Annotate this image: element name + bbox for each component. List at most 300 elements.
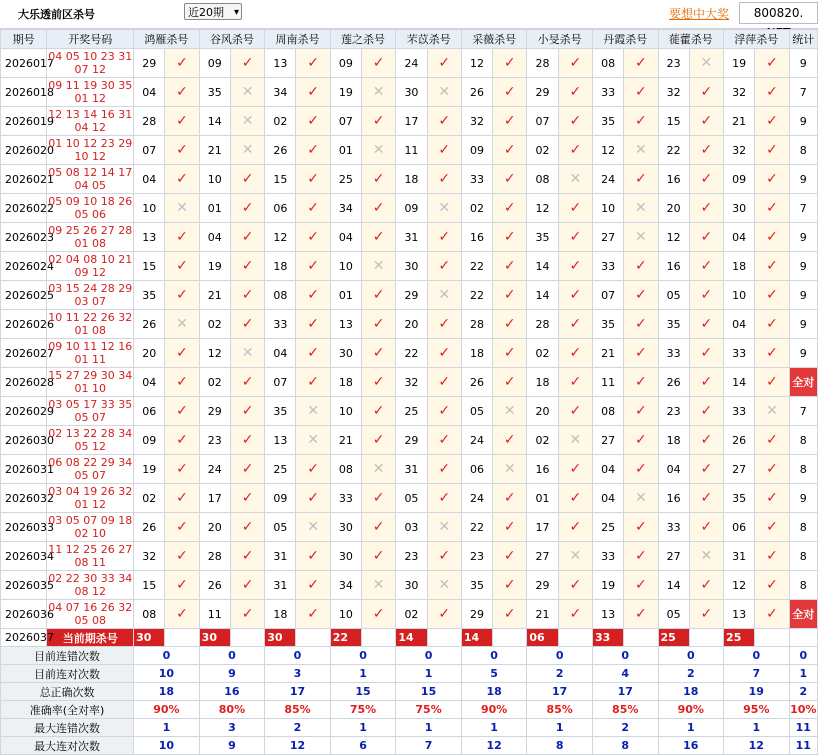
check-icon: ✓: [558, 339, 592, 368]
kill-number-cell: 18: [330, 368, 361, 397]
check-icon: ✓: [689, 600, 723, 629]
kill-number-cell: 25: [396, 397, 427, 426]
check-icon: ✓: [427, 310, 461, 339]
check-icon: ✓: [230, 455, 264, 484]
check-icon: ✓: [558, 513, 592, 542]
check-icon: ✓: [755, 194, 789, 223]
kill-number-cell: 18: [658, 426, 689, 455]
draw-numbers-cell: 05 09 10 18 26 05 06: [48, 195, 133, 221]
check-icon: ✓: [296, 252, 330, 281]
check-icon: ✓: [493, 165, 527, 194]
kill-number-cell: 26: [461, 368, 492, 397]
kill-number-cell: 16: [658, 165, 689, 194]
check-icon: ✓: [755, 78, 789, 107]
kill-number-cell: 30: [330, 339, 361, 368]
stat-value: 6: [330, 737, 396, 755]
kill-number-cell: 22: [461, 281, 492, 310]
draw-numbers-cell: 04 07 16 26 32 05 08: [48, 601, 133, 627]
draw-numbers-cell: 10 11 22 26 32 01 08: [48, 311, 133, 337]
kill-number-cell: 26: [134, 513, 165, 542]
kill-number-cell: 16: [658, 252, 689, 281]
check-icon: ✓: [296, 281, 330, 310]
check-icon: ✓: [493, 368, 527, 397]
check-icon: ✓: [296, 194, 330, 223]
check-icon: ✓: [296, 368, 330, 397]
kill-number-cell: 13: [265, 426, 296, 455]
kill-number-cell: 23: [199, 426, 230, 455]
stat-value: 12: [265, 737, 331, 755]
cross-icon: ✕: [493, 397, 527, 426]
kill-number-cell: 21: [199, 281, 230, 310]
table-row: [1, 484, 818, 513]
check-icon: ✓: [230, 252, 264, 281]
check-icon: ✓: [493, 310, 527, 339]
kill-number-cell: 02: [199, 368, 230, 397]
kill-number-cell: 08: [592, 397, 623, 426]
stat-value: 16: [199, 683, 265, 701]
prize-link[interactable]: 要想中大奖: [669, 7, 730, 21]
kill-number-cell: 11: [396, 136, 427, 165]
check-icon: ✓: [558, 600, 592, 629]
cross-icon: ✕: [427, 281, 461, 310]
check-icon: ✓: [624, 339, 658, 368]
kill-number-cell: 02: [527, 136, 558, 165]
spacer-cell: [230, 629, 264, 647]
stat-value: 1: [396, 665, 462, 683]
kill-number-cell: 08: [265, 281, 296, 310]
table-row: [1, 513, 818, 542]
check-icon: ✓: [230, 600, 264, 629]
stat-cell: 9: [789, 252, 817, 281]
check-icon: ✓: [755, 136, 789, 165]
kill-number-cell: 04: [724, 310, 755, 339]
stat-cell: 9: [789, 281, 817, 310]
check-icon: ✓: [689, 339, 723, 368]
period-cell: 2026036: [1, 600, 47, 629]
stat-value: 85%: [527, 701, 593, 719]
stat-cell: 8: [789, 426, 817, 455]
table-row: [1, 310, 818, 339]
kill-number-cell: 21: [592, 339, 623, 368]
kill-number-cell: 35: [134, 281, 165, 310]
stat-cell: 9: [789, 484, 817, 513]
kill-number-cell: 02: [199, 310, 230, 339]
stat-label: 总正确次数: [1, 683, 134, 701]
stat-cell: 9: [789, 107, 817, 136]
cross-icon: ✕: [230, 136, 264, 165]
table-row: [1, 339, 818, 368]
current-period-cell: 2026037: [1, 629, 47, 647]
spacer-cell: [362, 629, 396, 647]
check-icon: ✓: [165, 107, 199, 136]
check-icon: ✓: [493, 426, 527, 455]
cross-icon: ✕: [362, 571, 396, 600]
kill-number-cell: 10: [724, 281, 755, 310]
kill-number-cell: 05: [265, 513, 296, 542]
kill-number-cell: 35: [592, 310, 623, 339]
stat-value: 17: [527, 683, 593, 701]
cross-icon: ✕: [362, 252, 396, 281]
current-kill-number: 25: [724, 629, 755, 647]
check-icon: ✓: [362, 426, 396, 455]
stat-value: 17: [265, 683, 331, 701]
check-icon: ✓: [558, 49, 592, 78]
check-icon: ✓: [493, 78, 527, 107]
kill-number-cell: 19: [199, 252, 230, 281]
check-icon: ✓: [230, 571, 264, 600]
kill-number-cell: 05: [658, 600, 689, 629]
check-icon: ✓: [362, 194, 396, 223]
check-icon: ✓: [165, 397, 199, 426]
cross-icon: ✕: [165, 310, 199, 339]
kill-number-cell: 06: [134, 397, 165, 426]
kill-number-cell: 26: [199, 571, 230, 600]
kill-number-cell: 12: [527, 194, 558, 223]
stat-label: 目前连错次数: [1, 647, 134, 665]
column-header: 期号: [1, 30, 47, 49]
stat-value: 2: [592, 719, 658, 737]
stat-value: 2: [527, 665, 593, 683]
check-icon: ✓: [558, 194, 592, 223]
stat-value: 15: [396, 683, 462, 701]
draw-numbers-cell: 05 08 12 14 17 04 05: [48, 166, 133, 192]
period-cell: 2026021: [1, 165, 47, 194]
check-icon: ✓: [624, 281, 658, 310]
check-icon: ✓: [230, 310, 264, 339]
stat-value: 16: [658, 737, 724, 755]
kill-number-cell: 01: [330, 281, 361, 310]
stat-cell: 7: [789, 78, 817, 107]
kill-number-cell: 30: [330, 513, 361, 542]
check-icon: ✓: [362, 339, 396, 368]
kill-number-cell: 16: [658, 484, 689, 513]
stat-value: 12: [724, 737, 790, 755]
check-icon: ✓: [362, 281, 396, 310]
check-icon: ✓: [689, 571, 723, 600]
kill-number-cell: 10: [330, 252, 361, 281]
kill-number-cell: 09: [330, 49, 361, 78]
check-icon: ✓: [689, 136, 723, 165]
cross-icon: ✕: [689, 542, 723, 571]
stat-value: 0: [527, 647, 593, 665]
kill-number-cell: 06: [724, 513, 755, 542]
kill-number-cell: 25: [265, 455, 296, 484]
kill-number-cell: 01: [330, 136, 361, 165]
site-badge[interactable]: 800820.: [739, 2, 818, 24]
period-cell: 2026017: [1, 49, 47, 78]
stat-value: 18: [134, 683, 200, 701]
period-cell: 2026023: [1, 223, 47, 252]
period-cell: 2026025: [1, 281, 47, 310]
check-icon: ✓: [493, 571, 527, 600]
cross-icon: ✕: [427, 571, 461, 600]
kill-number-cell: 27: [658, 542, 689, 571]
kill-number-cell: 01: [527, 484, 558, 513]
stat-row: [1, 683, 818, 701]
stat-value: 0: [265, 647, 331, 665]
spacer-cell: [789, 629, 817, 647]
column-header: 蓰藿杀号: [658, 30, 724, 49]
stat-value: 8: [592, 737, 658, 755]
stat-value: 7: [396, 737, 462, 755]
stat-value: 3: [265, 665, 331, 683]
kill-number-cell: 23: [658, 397, 689, 426]
column-header: 谷风杀号: [199, 30, 265, 49]
stat-value: 9: [199, 737, 265, 755]
check-icon: ✓: [493, 484, 527, 513]
check-icon: ✓: [427, 542, 461, 571]
check-icon: ✓: [362, 223, 396, 252]
kill-number-cell: 35: [527, 223, 558, 252]
kill-number-cell: 25: [592, 513, 623, 542]
kill-number-cell: 10: [134, 194, 165, 223]
stat-cell: 7: [789, 397, 817, 426]
current-kill-number: 14: [396, 629, 427, 647]
kill-number-table: [0, 29, 818, 755]
period-cell: 2026035: [1, 571, 47, 600]
cross-icon: ✕: [427, 78, 461, 107]
kill-number-cell: 22: [461, 252, 492, 281]
period-select-value: 近20期: [188, 6, 224, 19]
kill-number-cell: 14: [658, 571, 689, 600]
kill-number-cell: 35: [724, 484, 755, 513]
check-icon: ✓: [427, 397, 461, 426]
stat-label: 最大连对次数: [1, 737, 134, 755]
period-cell: 2026030: [1, 426, 47, 455]
kill-number-cell: 04: [134, 368, 165, 397]
cross-icon: ✕: [689, 49, 723, 78]
table-row: [1, 49, 818, 78]
kill-number-cell: 21: [330, 426, 361, 455]
check-icon: ✓: [624, 426, 658, 455]
check-icon: ✓: [689, 165, 723, 194]
check-icon: ✓: [624, 252, 658, 281]
kill-number-cell: 23: [396, 542, 427, 571]
stat-row: [1, 737, 818, 755]
check-icon: ✓: [230, 223, 264, 252]
cross-icon: ✕: [427, 194, 461, 223]
check-icon: ✓: [427, 107, 461, 136]
current-kill-number: 14: [461, 629, 492, 647]
kill-number-cell: 29: [527, 78, 558, 107]
kill-number-cell: 05: [396, 484, 427, 513]
kill-number-cell: 19: [592, 571, 623, 600]
check-icon: ✓: [230, 397, 264, 426]
kill-number-cell: 26: [265, 136, 296, 165]
check-icon: ✓: [296, 136, 330, 165]
check-icon: ✓: [296, 165, 330, 194]
stat-value: 85%: [265, 701, 331, 719]
spacer-cell: [427, 629, 461, 647]
check-icon: ✓: [427, 368, 461, 397]
kill-number-cell: 20: [658, 194, 689, 223]
table-row: [1, 107, 818, 136]
stat-value: 18: [658, 683, 724, 701]
kill-number-cell: 30: [330, 542, 361, 571]
kill-number-cell: 32: [134, 542, 165, 571]
check-icon: ✓: [558, 455, 592, 484]
stat-value: 2: [265, 719, 331, 737]
kill-number-cell: 11: [592, 368, 623, 397]
kill-number-cell: 07: [592, 281, 623, 310]
kill-number-cell: 29: [396, 426, 427, 455]
kill-number-cell: 10: [199, 165, 230, 194]
check-icon: ✓: [230, 426, 264, 455]
check-icon: ✓: [493, 223, 527, 252]
check-icon: ✓: [755, 281, 789, 310]
kill-number-cell: 32: [658, 78, 689, 107]
check-icon: ✓: [427, 136, 461, 165]
kill-number-cell: 04: [265, 339, 296, 368]
kill-number-cell: 04: [134, 165, 165, 194]
check-icon: ✓: [493, 136, 527, 165]
kill-number-cell: 02: [396, 600, 427, 629]
check-icon: ✓: [427, 49, 461, 78]
cross-icon: ✕: [624, 194, 658, 223]
kill-number-cell: 11: [199, 600, 230, 629]
current-kill-number: 30: [199, 629, 230, 647]
draw-numbers-cell: 09 11 19 30 35 01 12: [48, 79, 133, 105]
kill-number-cell: 19: [134, 455, 165, 484]
kill-number-cell: 33: [265, 310, 296, 339]
kill-number-cell: 21: [199, 136, 230, 165]
kill-number-cell: 12: [199, 339, 230, 368]
check-icon: ✓: [296, 600, 330, 629]
check-icon: ✓: [689, 252, 723, 281]
kill-number-cell: 21: [527, 600, 558, 629]
kill-number-cell: 29: [527, 571, 558, 600]
period-cell: 2026028: [1, 368, 47, 397]
stat-value: 10%: [789, 701, 817, 719]
kill-number-cell: 04: [592, 484, 623, 513]
stat-value: 11: [789, 737, 817, 755]
check-icon: ✓: [624, 368, 658, 397]
spacer-cell: [493, 629, 527, 647]
page-title: 大乐透前区杀号: [18, 8, 95, 21]
kill-number-cell: 15: [265, 165, 296, 194]
kill-number-cell: 14: [527, 281, 558, 310]
stat-value: 1: [396, 719, 462, 737]
column-header: 周南杀号: [265, 30, 331, 49]
period-select[interactable]: [184, 3, 242, 20]
check-icon: ✓: [689, 223, 723, 252]
kill-number-cell: 29: [134, 49, 165, 78]
kill-number-cell: 28: [527, 49, 558, 78]
check-icon: ✓: [493, 194, 527, 223]
cross-icon: ✕: [230, 107, 264, 136]
cross-icon: ✕: [230, 78, 264, 107]
check-icon: ✓: [296, 223, 330, 252]
current-kill-number: 25: [658, 629, 689, 647]
kill-number-cell: 33: [592, 252, 623, 281]
check-icon: ✓: [624, 107, 658, 136]
check-icon: ✓: [362, 600, 396, 629]
check-icon: ✓: [165, 542, 199, 571]
kill-number-cell: 29: [461, 600, 492, 629]
check-icon: ✓: [624, 165, 658, 194]
kill-number-cell: 33: [658, 339, 689, 368]
spacer-cell: [296, 629, 330, 647]
stat-value: 7: [724, 665, 790, 683]
check-icon: ✓: [493, 107, 527, 136]
check-icon: ✓: [558, 281, 592, 310]
kill-number-cell: 04: [592, 455, 623, 484]
kill-number-cell: 14: [527, 252, 558, 281]
kill-number-cell: 08: [592, 49, 623, 78]
check-icon: ✓: [558, 397, 592, 426]
column-header: 鸿雁杀号: [134, 30, 200, 49]
kill-number-cell: 15: [658, 107, 689, 136]
spacer-cell: [624, 629, 658, 647]
check-icon: ✓: [493, 281, 527, 310]
kill-number-cell: 19: [330, 78, 361, 107]
cross-icon: ✕: [427, 513, 461, 542]
kill-number-cell: 29: [199, 397, 230, 426]
check-icon: ✓: [558, 136, 592, 165]
check-icon: ✓: [755, 252, 789, 281]
kill-number-cell: 08: [527, 165, 558, 194]
kill-number-cell: 22: [658, 136, 689, 165]
kill-number-cell: 04: [724, 223, 755, 252]
stat-value: 1: [461, 719, 527, 737]
check-icon: ✓: [296, 542, 330, 571]
stat-value: 4: [592, 665, 658, 683]
kill-number-cell: 33: [461, 165, 492, 194]
kill-number-cell: 04: [658, 455, 689, 484]
draw-numbers-cell: 02 22 30 33 34 08 12: [48, 572, 133, 598]
kill-number-cell: 06: [461, 455, 492, 484]
kill-number-cell: 26: [134, 310, 165, 339]
stat-value: 5: [461, 665, 527, 683]
stat-value: 85%: [592, 701, 658, 719]
check-icon: ✓: [689, 397, 723, 426]
stat-cell: 9: [789, 165, 817, 194]
check-icon: ✓: [362, 542, 396, 571]
stat-cell: 全对: [789, 600, 817, 629]
check-icon: ✓: [755, 455, 789, 484]
period-cell: 2026019: [1, 107, 47, 136]
draw-numbers-cell: 03 15 24 28 29 03 07: [48, 282, 133, 308]
stat-cell: 8: [789, 455, 817, 484]
kill-number-cell: 35: [592, 107, 623, 136]
kill-number-cell: 21: [724, 107, 755, 136]
kill-number-cell: 34: [265, 78, 296, 107]
cross-icon: ✕: [624, 484, 658, 513]
kill-number-cell: 09: [396, 194, 427, 223]
stat-value: 15: [330, 683, 396, 701]
check-icon: ✓: [558, 571, 592, 600]
check-icon: ✓: [296, 339, 330, 368]
kill-number-cell: 04: [199, 223, 230, 252]
table-row: [1, 136, 818, 165]
kill-number-cell: 20: [134, 339, 165, 368]
kill-number-cell: 24: [461, 484, 492, 513]
top-bar: [0, 0, 818, 29]
kill-number-cell: 03: [396, 513, 427, 542]
kill-number-cell: 22: [461, 513, 492, 542]
kill-number-cell: 13: [134, 223, 165, 252]
stat-value: 0: [330, 647, 396, 665]
kill-number-cell: 17: [199, 484, 230, 513]
current-kill-number: 30: [265, 629, 296, 647]
stat-row: [1, 701, 818, 719]
spacer-cell: [755, 629, 789, 647]
cross-icon: ✕: [755, 397, 789, 426]
stat-value: 90%: [461, 701, 527, 719]
check-icon: ✓: [165, 165, 199, 194]
spacer-cell: [558, 629, 592, 647]
draw-numbers-cell: 03 04 19 26 32 01 12: [48, 485, 133, 511]
